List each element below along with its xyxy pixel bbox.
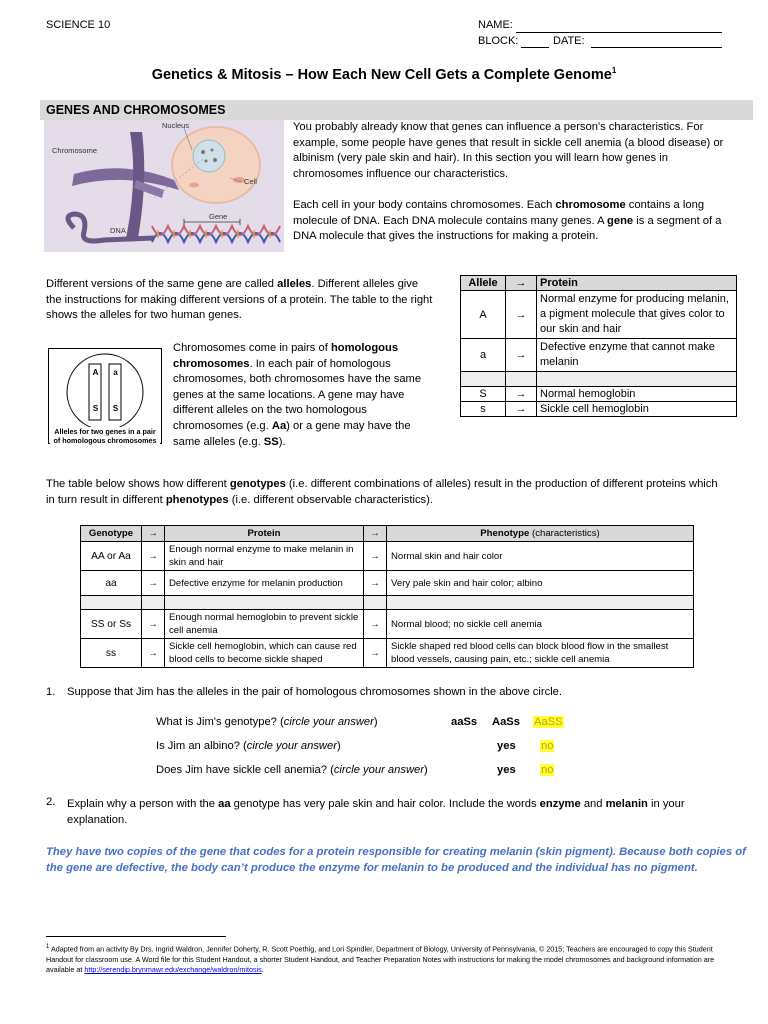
date-label: DATE:	[553, 35, 585, 47]
footnote-link[interactable]: http://serendip.brynmawr.edu/exchange/waldron/mitosis	[84, 965, 262, 975]
table-row: AA or Aa → Enough normal enzyme to make melanin in skin and hair → Normal skin and hair color	[81, 542, 694, 571]
q1-item-albino: Is Jim an albino? (circle your answer)	[156, 740, 341, 752]
figure-label-gene: Gene	[209, 212, 228, 221]
answer-option-yes[interactable]: yes	[497, 740, 516, 752]
table-row: aa → Defective enzyme for melanin production → Very pale skin and hair color; albino	[81, 571, 694, 596]
diagram-caption: Alleles for two genes in a pair of homologous chromosomes	[50, 427, 160, 445]
answer-option-aaSs[interactable]: aaSs	[451, 716, 478, 728]
table-row: ss → Sickle cell hemoglobin, which can cause red blood cells to become sickle shaped → Sickle shaped red blood cells can block blood flow in the smallest blood vessels, causing pain, etc.; sickle cell anemia	[81, 639, 694, 668]
figure-label-dna: DNA	[110, 226, 126, 235]
section-heading: GENES AND CHROMOSOMES	[46, 103, 226, 117]
footnote-divider	[46, 936, 226, 937]
figure-label-nucleus: Nucleus	[162, 121, 190, 130]
table-row: a → Defective enzyme that cannot make melanin	[461, 339, 737, 372]
alleles-paragraph: Different versions of the same gene are called alleles. Different alleles give the instructions for making different versions of a protein. The table to the right shows the alleles for two human genes.	[46, 278, 433, 322]
table-row: S → Normal hemoglobin	[461, 387, 737, 402]
answer-option-yes[interactable]: yes	[497, 764, 516, 776]
question-2-text: Explain why a person with the aa genotype has very pale skin and hair color. Include the words enzyme and melanin in your explanation.	[67, 798, 685, 826]
table-row: s → Sickle cell hemoglobin	[461, 402, 737, 417]
genotype-table-header: Genotype → Protein → Phenotype (characteristics)	[81, 526, 694, 542]
question-2-answer[interactable]: They have two copies of the gene that codes for a protein responsible for creating melanin (skin pigment). Because both copies of the gene are defective, the body can’t produce the enzyme for melanin to be produced and the individual has no pigment.	[46, 846, 746, 874]
allele-left-bottom: S	[92, 404, 99, 413]
q1-item-sickle-cell: Does Jim have sickle cell anemia? (circle your answer)	[156, 764, 428, 776]
allele-table	[460, 275, 737, 417]
answer-selected-no[interactable]: no	[541, 740, 554, 752]
section-heading-bar	[40, 100, 753, 120]
answer-option-AaSs[interactable]: AaSs	[492, 716, 520, 728]
homologous-paragraph: Chromosomes come in pairs of homologous chromosomes. In each pair of homologous chromosomes, both chromosomes have the same genes at the same locations. A gene may have different alleles on the two homologous chromosomes (e.g. Aa) or a gene may have the same alleles (e.g. SS).	[173, 342, 422, 448]
genotype-table	[80, 525, 694, 668]
intro-paragraph-2: Each cell in your body contains chromosomes. Each chromosome contains a long molecule of DNA. Each DNA molecule contains many genes. A gene is a segment of a DNA molecule that gives the instructions for making a protein.	[293, 199, 722, 243]
allele-table-header: Allele → Protein	[461, 276, 737, 291]
name-label: NAME:	[478, 19, 513, 31]
question-1-number: 1.	[46, 686, 56, 698]
table-separator	[81, 596, 694, 610]
page-title: Genetics & Mitosis – How Each New Cell Gets a Complete Genome$^1$	[151, 66, 617, 83]
footnote: $^1$ Adapted from an activity By Drs. Ingrid Waldron, Jennifer Doherty, R. Scott Poethig, and Lori Spindler, Department of Biology, University of Pennsylvania, © 2015; Teachers are encouraged to copy this Student Handout for classroom use. A Word file for this Student Handout, a shorter Student Handout, and Teacher Preparation Notes with instructions for making the model chromosomes and background information are available at http://serendip.brynmawr.edu/exchange/waldron/mitosis.	[46, 944, 715, 975]
allele-right-bottom: S	[112, 404, 119, 413]
table-row: A → Normal enzyme for producing melanin, a pigment molecule that gives color to our skin and hair	[461, 291, 737, 339]
date-line[interactable]	[591, 47, 722, 48]
question-1-text: Suppose that Jim has the alleles in the pair of homologous chromosomes shown in the above circle.	[67, 686, 563, 698]
figure-label-cell: Cell	[244, 177, 257, 186]
allele-right-top: a	[113, 368, 118, 377]
intro-paragraph-1: You probably already know that genes can influence a person's characteristics. For example, some people have genes that result in sickle cell anemia (a blood disease) or albinism (very pale skin and hair). In this section you will learn how genes in chromosomes influence our characteristics.	[293, 121, 724, 180]
answer-selected-AaSS[interactable]: AaSS	[534, 716, 563, 728]
q1-item-genotype: What is Jim's genotype? (circle your answer)	[156, 716, 378, 728]
name-line[interactable]	[516, 32, 722, 33]
course-label: SCIENCE 10	[46, 19, 111, 31]
answer-selected-no[interactable]: no	[541, 764, 554, 776]
homologous-chromosome-diagram	[48, 348, 162, 444]
block-line[interactable]	[521, 47, 549, 48]
allele-left-top: A	[92, 368, 99, 377]
table-separator	[461, 372, 737, 387]
chromosome-figure	[44, 120, 284, 252]
block-label: BLOCK:	[478, 35, 519, 47]
genotype-intro-paragraph: The table below shows how different genotypes (i.e. different combinations of alleles) result in the production of different proteins which in turn result in different phenotypes (i.e. different observable characteristics).	[46, 478, 718, 506]
table-row: SS or Ss → Enough normal hemoglobin to prevent sickle cell anemia → Normal blood; no sickle cell anemia	[81, 610, 694, 639]
figure-label-chromosome: Chromosome	[52, 146, 98, 155]
question-2-number: 2.	[46, 796, 56, 808]
